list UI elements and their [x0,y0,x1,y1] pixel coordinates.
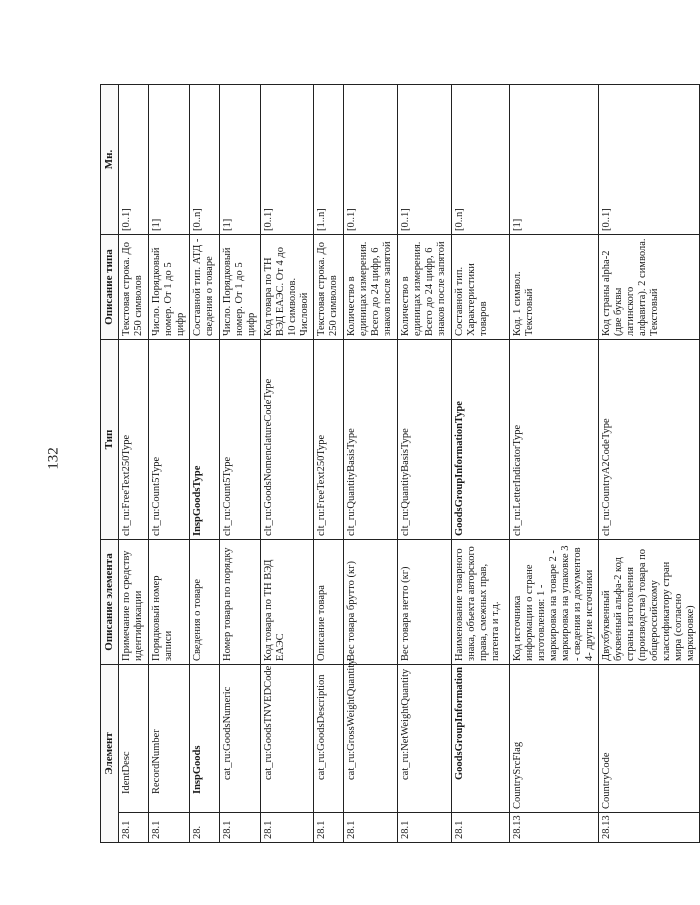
element-name: IdentDesc [119,665,149,813]
type-name: clt_ru:Count5Type [149,340,190,540]
table-row [398,85,452,843]
element-description: Номер товара по порядку [220,540,261,665]
row-number: 28.1 [119,813,149,843]
element-name: cat_ru:NetWeightQuantity [398,665,452,813]
type-name: clt_ru:CountryA2CodeType [599,340,700,540]
element-description: Вес товара нетто (кг) [398,540,452,665]
type-name: GoodsGroupInformationType [452,340,510,540]
table-row [190,85,220,843]
multiplicity: [0..1] [599,85,700,235]
row-number: 28.1 [314,813,344,843]
multiplicity: [0..1] [344,85,398,235]
element-name: GoodsGroupInformation [452,665,510,813]
table-row [599,85,700,843]
multiplicity: [1] [510,85,599,235]
type-description: Количество в единицах измерения. Всего до 24 цифр, 6 знаков после запятой [398,235,452,340]
multiplicity: [0..n] [452,85,510,235]
schema-table [100,84,700,843]
type-name: clt_ru:QuantityBasisType [344,340,398,540]
type-name: clt_ru:QuantityBasisType [398,340,452,540]
element-description: Примечание по средству идентификации [119,540,149,665]
element-description: Двухбуквенный буквенный альфа-2 код страны изготовления (производства) товара по общероссийскому классификатору стран мира (согласно маркировке) [599,540,700,665]
table-row [261,85,314,843]
type-name: InspGoodsType [190,340,220,540]
type-description: Количество в единицах измерения. Всего до 24 цифр, 6 знаков после запятой [344,235,398,340]
multiplicity: [0..n] [190,85,220,235]
header-element: Элемент [101,665,119,843]
type-description: Код страны alpha-2 (две буквы латинского алфавита). 2 символа. Текстовый [599,235,700,340]
table-row [314,85,344,843]
multiplicity: [1..n] [314,85,344,235]
type-description: Код. 1 символ. Текстовый [510,235,599,340]
table-row [220,85,261,843]
element-name: cat_ru:GrossWeightQuantity [344,665,398,813]
row-number: 28.13 [599,813,700,843]
table-header-row [101,85,119,843]
type-description: Составной тип. АТД - сведения о товаре [190,235,220,340]
type-description: Число. Порядковый номер. От 1 до 5 цифр [220,235,261,340]
table-row [119,85,149,843]
table-body [119,85,700,843]
type-name: clt_ru:FreeText250Type [119,340,149,540]
row-number: 28.13 [510,813,599,843]
multiplicity: [1] [149,85,190,235]
multiplicity: [1] [220,85,261,235]
element-name: InspGoods [190,665,220,813]
table-row [510,85,599,843]
table-row [344,85,398,843]
header-multiplicity: Мн. [101,85,119,235]
element-name: cat_ru:GoodsTNVEDCode [261,665,314,813]
element-description: Код источника информации о стране изготовления: 1 - маркировка на товаре 2 - маркировка на упаковке 3 - сведения из документов 4- другие источники [510,540,599,665]
table-row [149,85,190,843]
type-name: clt_ru:Count5Type [220,340,261,540]
type-description: Текстовая строка. До 250 символов [314,235,344,340]
header-element-description: Описание элемента [101,540,119,665]
element-name: CountryCode [599,665,700,813]
page-number: 132 [45,447,62,470]
element-name: cat_ru:GoodsDescription [314,665,344,813]
element-description: Наименование товарного знака, объекта авторского права, смежных прав, патента и т.д. [452,540,510,665]
header-type: Тип [101,340,119,540]
header-type-description: Описание типа [101,235,119,340]
type-name: clt_ru:GoodsNomenclatureCodeType [261,340,314,540]
element-name: CountrySrcFlag [510,665,599,813]
type-name: clt_ru:LetterIndicatorType [510,340,599,540]
element-description: Порядковый номер записи [149,540,190,665]
element-name: RecordNumber [149,665,190,813]
element-description: Вес товара брутто (кг) [344,540,398,665]
row-number: 28.1 [452,813,510,843]
type-name: clt_ru:FreeText250Type [314,340,344,540]
row-number: 28.1 [220,813,261,843]
row-number: 28. [190,813,220,843]
row-number: 28.1 [149,813,190,843]
type-description: Число. Порядковый номер. От 1 до 5 цифр [149,235,190,340]
row-number: 28.1 [398,813,452,843]
rotated-table-container [100,85,696,843]
element-description: Описание товара [314,540,344,665]
type-description: Код товара по ТН ВЭД ЕАЭС. От 4 до 10 символов. Числовой [261,235,314,340]
row-number: 28.1 [261,813,314,843]
multiplicity: [0..1] [119,85,149,235]
table-row [452,85,510,843]
element-description: Код товара по ТН ВЭД ЕАЭС [261,540,314,665]
multiplicity: [0..1] [398,85,452,235]
type-description: Составной тип. Характеристики товаров [452,235,510,340]
multiplicity: [0..1] [261,85,314,235]
row-number: 28.1 [344,813,398,843]
element-name: cat_ru:GoodsNumeric [220,665,261,813]
element-description: Сведения о товаре [190,540,220,665]
type-description: Текстовая строка. До 250 символов [119,235,149,340]
